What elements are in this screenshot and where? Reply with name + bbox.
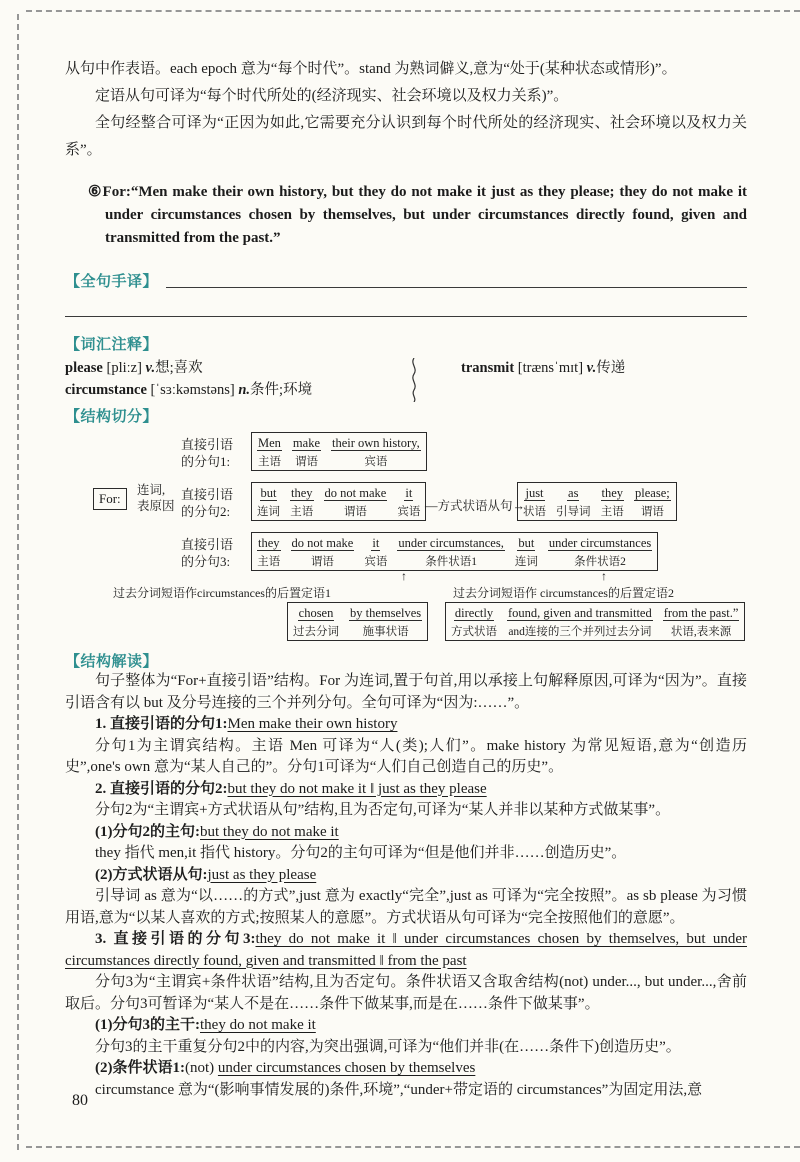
page-content [65, 56, 747, 1101]
page-border-top [26, 10, 800, 12]
role-cell: 过去分词 [293, 626, 339, 638]
full-translation-section [65, 270, 747, 317]
word-cell: but [518, 536, 535, 550]
structure-section-label: 【结构切分】 [65, 409, 159, 425]
role-cell: and连接的三个并列过去分词 [508, 626, 652, 638]
role-cell: 谓语 [343, 506, 367, 518]
intro-paragraph-3: 全句经整合可译为“正因为如此,它需要充分认识到每个时代所处的经济现实、社会环境以及权力关系”。 [65, 115, 747, 158]
vocab-word: circumstance [65, 382, 147, 398]
heading-label: (1)分句3的主干: [95, 1017, 200, 1033]
manner-clause-label: 方式状语从句 [437, 499, 513, 513]
clause1-box [251, 432, 427, 471]
role-cell: 条件状语2 [574, 556, 626, 568]
word-cell: their own history, [332, 436, 420, 450]
role-cell: 状语 [523, 506, 546, 518]
role-cell: 宾语 [364, 456, 388, 468]
role-cell: 主语 [257, 556, 281, 568]
word-cell: directly [454, 606, 494, 620]
attributive-note-1: 过去分词短语作circumstances的后置定语1 [113, 586, 331, 600]
heading-english: but they do not make it [200, 823, 339, 840]
vocab-phonetic: [pliːz] [106, 360, 142, 376]
role-cell: 谓语 [310, 556, 334, 568]
clause-label-line: 直接引语 [181, 487, 234, 502]
vocab-section-label: 【词汇注释】 [65, 337, 159, 353]
structure-section [65, 405, 747, 646]
analysis-paragraph: 引导词 as 意为“以……的方式”,just 意为 exactly“完全”,just as 可译为“完全按照”。as sb please 为习惯用语,意为“以某人喜欢的方式;按照某人的意愿”。方式状语从句可译为“完全按照他们的意愿”。 [65, 888, 747, 926]
intro-paragraph-1: 从句中作表语。each epoch 意为“每个时代”。stand 为熟词僻义,意为“处于(某种状态或情形)”。 [65, 61, 677, 77]
heading-english: they do not make it ‖ under circumstances chosen by themselves, but under circumstances directly found, given and transmitted ‖ from the past [65, 931, 747, 969]
vocab-word: transmit [461, 360, 515, 376]
analysis-section [65, 650, 747, 1101]
role-cell: 施事状语 [362, 626, 409, 638]
role-cell: 引导词 [556, 506, 591, 518]
word-cell: under circumstances, [398, 536, 504, 550]
word-cell: but [260, 486, 277, 500]
analysis-paragraph: 分句3的主干重复分句2中的内容,为突出强调,可译为“他们并非(在……条件下)创造历史”。 [95, 1038, 681, 1055]
arrow-right-icon: → [512, 499, 526, 513]
for-word-box: For: [93, 488, 127, 510]
for-note-line: 连词, [137, 483, 166, 497]
connector-line-icon: — [425, 499, 438, 513]
role-cell: 宾语 [397, 506, 421, 518]
role-cell: 主语 [600, 506, 624, 518]
clause-label-line: 的分句1: [181, 454, 231, 469]
manner-clause-pointer [425, 496, 525, 514]
clause1-label [181, 436, 233, 470]
manner-clause-box [517, 482, 677, 521]
analysis-paragraph: 句子整体为“For+直接引语”结构。For 为连词,置于句首,用以承接上句解释原因,可译为“因为”。直接引语含有以 but 及分号连接的三个并列分句。全句可译为“因为:……”。 [65, 673, 747, 711]
role-cell: 宾语 [364, 556, 388, 568]
clause3-box [251, 532, 658, 571]
analysis-section-label: 【结构解读】 [65, 654, 159, 670]
squiggle-brace-icon [409, 358, 419, 407]
word-cell: as [568, 486, 579, 500]
word-cell: it [372, 536, 380, 550]
vocab-pos: v. [145, 360, 156, 376]
vocab-meaning: 传递 [596, 360, 626, 376]
analysis-heading [65, 779, 747, 801]
vocab-entry-transmit [461, 357, 625, 379]
word-cell: found, given and transmitted [508, 606, 652, 620]
vocab-word: please [65, 360, 103, 376]
for-note [137, 482, 175, 514]
heading-english: but they do not make it ‖ just as they please [227, 780, 487, 797]
vocab-entries [65, 357, 747, 403]
analysis-heading [65, 865, 747, 887]
word-cell: Men [258, 436, 281, 450]
heading-label: (1)分句2的主句: [95, 823, 200, 840]
clause-label-line: 的分句2: [181, 504, 231, 519]
clause2-label [181, 486, 233, 520]
vocab-phonetic: [trænsˈmɪt] [517, 360, 584, 376]
attributive-note-2: 过去分词短语作 circumstances的后置定语2 [453, 586, 674, 600]
word-cell: do not make [291, 536, 354, 550]
for-note-line: 表原因 [137, 499, 175, 513]
heading-label: (2)条件状语1: [95, 1060, 185, 1076]
translation-section-label: 【全句手译】 [65, 274, 159, 290]
role-cell: 方式状语 [451, 626, 497, 638]
word-cell: they [258, 536, 280, 550]
analysis-paragraph: 分句1为主谓宾结构。主语 Men 可译为“人(类);人们”。make history 为常见短语,意为“创造历史”,one's own 意为“某人自己的”。分句1可译为“人们自己创造自己的历史”。 [65, 737, 747, 775]
word-cell: chosen [298, 606, 334, 620]
heading-label: 1. 直接引语的分句1: [95, 716, 228, 732]
vocab-section [65, 333, 747, 403]
heading-english: under circumstances chosen by themselves [217, 1060, 476, 1076]
writing-line-1 [166, 284, 747, 288]
participle-box-1 [287, 602, 428, 641]
analysis-paragraph: 分句2为“主谓宾+方式状语从句”结构,且为否定句,可译为“某人并非以某种方式做某事”。 [95, 802, 671, 818]
arrow-up-icon: ↑ [401, 569, 407, 583]
analysis-heading [65, 714, 747, 736]
sentence-text: “Men make their own history, but they do not make it just as they please; they do not make it under circumstances chosen by themselves, but under circumstances directly found, given and transmitted from the past.” [105, 184, 748, 246]
clause-label-line: 的分句3: [181, 554, 231, 569]
role-cell: 连词 [257, 506, 280, 518]
role-cell: 主语 [257, 456, 281, 468]
sentence-number-badge: ⑥For: [88, 184, 131, 200]
word-cell: from the past.” [663, 606, 739, 620]
vocab-entry-please [65, 357, 747, 379]
participle-box-2 [445, 602, 745, 641]
vocab-meaning: 条件;环境 [250, 382, 313, 398]
word-cell: do not make [324, 486, 387, 500]
clause2-box [251, 482, 426, 521]
heading-label: 3. 直接引语的分句3: [95, 931, 256, 947]
role-cell: 状语,表来源 [670, 626, 732, 638]
analysis-paragraph: they 指代 men,it 指代 history。分句2的主句可译为“但是他们并非……创造历史”。 [95, 845, 627, 861]
vocab-pos: v. [586, 360, 597, 376]
word-cell: please; [635, 486, 670, 500]
clause-label-line: 直接引语 [181, 437, 234, 452]
vocab-entry-circumstance [65, 379, 747, 401]
word-cell: they [291, 486, 313, 500]
word-cell: it [405, 486, 413, 500]
word-cell: they [601, 486, 624, 500]
heading-label: 2. 直接引语的分句2: [95, 780, 228, 797]
example-sentence [65, 181, 747, 250]
vocab-pos: n. [238, 382, 251, 398]
clause3-label [181, 536, 233, 570]
word-cell: make [292, 436, 320, 450]
role-cell: 谓语 [640, 506, 664, 518]
word-cell: under circumstances [548, 536, 652, 550]
vocab-meaning: 想;喜欢 [155, 360, 203, 376]
structure-diagram [65, 432, 747, 646]
translation-label-row [65, 270, 747, 291]
heading-english: just as they please [207, 866, 317, 883]
page-number: 80 [72, 1092, 88, 1109]
heading-label: (2)方式状语从句: [95, 866, 208, 883]
page-border-left [17, 14, 19, 1150]
role-cell: 连词 [514, 556, 538, 568]
heading-english-plain: (not) [185, 1060, 218, 1076]
analysis-heading [65, 822, 747, 844]
role-cell: 条件状语1 [425, 556, 477, 568]
clause-label-line: 直接引语 [181, 537, 234, 552]
analysis-heading [65, 1058, 747, 1080]
vocab-phonetic: [ˈsɜːkəmstəns] [150, 382, 235, 398]
role-cell: 谓语 [294, 456, 318, 468]
page-border-bottom [26, 1146, 800, 1148]
word-cell: by themselves [350, 606, 422, 620]
analysis-paragraph: circumstance 意为“(影响事情发展的)条件,环境”,“under+带定语的 circumstances”为固定用法,意 [95, 1081, 703, 1098]
analysis-heading [65, 929, 747, 972]
role-cell: 主语 [290, 506, 314, 518]
word-cell: just [525, 486, 544, 500]
heading-english: they do not make it [200, 1017, 316, 1033]
heading-english: Men make their own history [227, 716, 398, 732]
analysis-paragraph: 分句3为“主谓宾+条件状语”结构,且为否定句。条件状语又含取舍结构(not) under..., but under...,舍前取后。分句3可暂译为“某人不是在……条件下做某事,而是在……条件下做某事”。 [65, 974, 747, 1012]
analysis-heading [65, 1015, 747, 1037]
arrow-up-icon: ↑ [601, 569, 607, 583]
writing-line-2 [65, 315, 747, 317]
intro-paragraph-2: 定语从句可译为“每个时代所处的(经济现实、社会环境以及权力关系)”。 [95, 88, 569, 104]
